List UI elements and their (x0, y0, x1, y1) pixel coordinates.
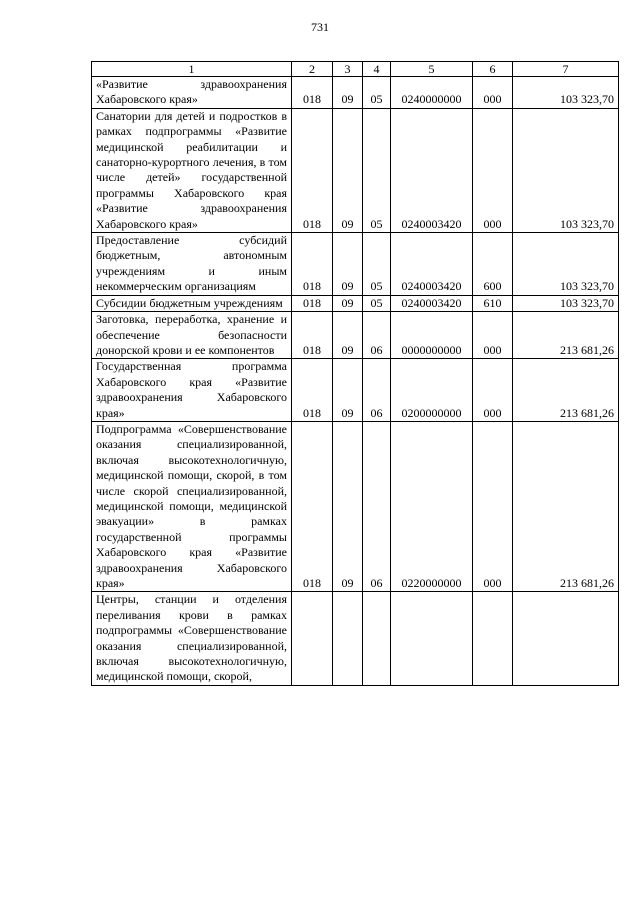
table-row (92, 108, 619, 232)
section-code: 09 (333, 312, 363, 359)
admin-code: 018 (292, 233, 333, 296)
subsection-code: 06 (363, 359, 391, 422)
table-row (92, 77, 619, 109)
table-row (92, 312, 619, 359)
subsection-code: 06 (363, 421, 391, 591)
target-code (391, 592, 473, 685)
row-name: «Развитие здравоохранения Хабаровского края» (92, 77, 292, 109)
admin-code: 018 (292, 421, 333, 591)
admin-code: 018 (292, 108, 333, 232)
subsection-code: 05 (363, 77, 391, 109)
row-name: Предоставление субсидий бюджетным, автономным учреждениям и иным некоммерческим организациям (92, 233, 292, 296)
expense-type-code: 000 (473, 421, 513, 591)
admin-code: 018 (292, 312, 333, 359)
target-code: 0240000000 (391, 77, 473, 109)
row-name: Подпрограмма «Совершенствование оказания специализированной, включая высокотехнологичную, медицинской помощи, скорой, в том числе скорой специализированной, медицинской помощи, медицинской эвакуации» в рамках государственной программы Хабаровского края «Развитие здравоохранения Хабаровского края» (92, 421, 292, 591)
admin-code: 018 (292, 295, 333, 311)
amount: 103 323,70 (513, 108, 619, 232)
amount: 213 681,26 (513, 359, 619, 422)
header-cell: 1 (92, 62, 292, 77)
row-name: Субсидии бюджетным учреждениям (92, 295, 292, 311)
header-cell: 6 (473, 62, 513, 77)
target-code: 0240003420 (391, 295, 473, 311)
row-name: Санатории для детей и подростков в рамках подпрограммы «Развитие медицинской реабилитации и санаторно-курортного лечения, в том числе детей» государственной программы Хабаровского края «Развитие здравоохранения Хабаровского края» (92, 108, 292, 232)
table-row (92, 295, 619, 311)
section-code (333, 592, 363, 685)
header-cell: 2 (292, 62, 333, 77)
admin-code: 018 (292, 77, 333, 109)
amount: 103 323,70 (513, 233, 619, 296)
expense-type-code: 000 (473, 77, 513, 109)
section-code: 09 (333, 233, 363, 296)
amount: 213 681,26 (513, 312, 619, 359)
expense-type-code: 600 (473, 233, 513, 296)
expense-type-code (473, 592, 513, 685)
row-name: Государственная программа Хабаровского края «Развитие здравоохранения Хабаровского края» (92, 359, 292, 422)
table-header-row (92, 62, 619, 77)
subsection-code: 05 (363, 108, 391, 232)
table-row (92, 359, 619, 422)
table-row (92, 421, 619, 591)
page-number: 731 (311, 20, 329, 34)
subsection-code (363, 592, 391, 685)
section-code: 09 (333, 295, 363, 311)
budget-table (91, 61, 619, 686)
header-cell: 3 (333, 62, 363, 77)
target-code: 0000000000 (391, 312, 473, 359)
target-code: 0240003420 (391, 233, 473, 296)
amount: 103 323,70 (513, 295, 619, 311)
section-code: 09 (333, 359, 363, 422)
expense-type-code: 000 (473, 108, 513, 232)
section-code: 09 (333, 421, 363, 591)
row-name: Центры, станции и отделения переливания крови в рамках подпрограммы «Совершенствование оказания специализированной, включая высокотехнологичную, медицинской помощи, скорой, (92, 592, 292, 685)
admin-code (292, 592, 333, 685)
subsection-code: 05 (363, 295, 391, 311)
section-code: 09 (333, 77, 363, 109)
subsection-code: 06 (363, 312, 391, 359)
table-row (92, 233, 619, 296)
admin-code: 018 (292, 359, 333, 422)
target-code: 0200000000 (391, 359, 473, 422)
header-cell: 7 (513, 62, 619, 77)
header-cell: 5 (391, 62, 473, 77)
amount: 103 323,70 (513, 77, 619, 109)
row-name: Заготовка, переработка, хранение и обеспечение безопасности донорской крови и ее компонентов (92, 312, 292, 359)
section-code: 09 (333, 108, 363, 232)
table-row (92, 592, 619, 685)
expense-type-code: 000 (473, 312, 513, 359)
subsection-code: 05 (363, 233, 391, 296)
target-code: 0220000000 (391, 421, 473, 591)
header-cell: 4 (363, 62, 391, 77)
expense-type-code: 610 (473, 295, 513, 311)
amount (513, 592, 619, 685)
expense-type-code: 000 (473, 359, 513, 422)
target-code: 0240003420 (391, 108, 473, 232)
amount: 213 681,26 (513, 421, 619, 591)
